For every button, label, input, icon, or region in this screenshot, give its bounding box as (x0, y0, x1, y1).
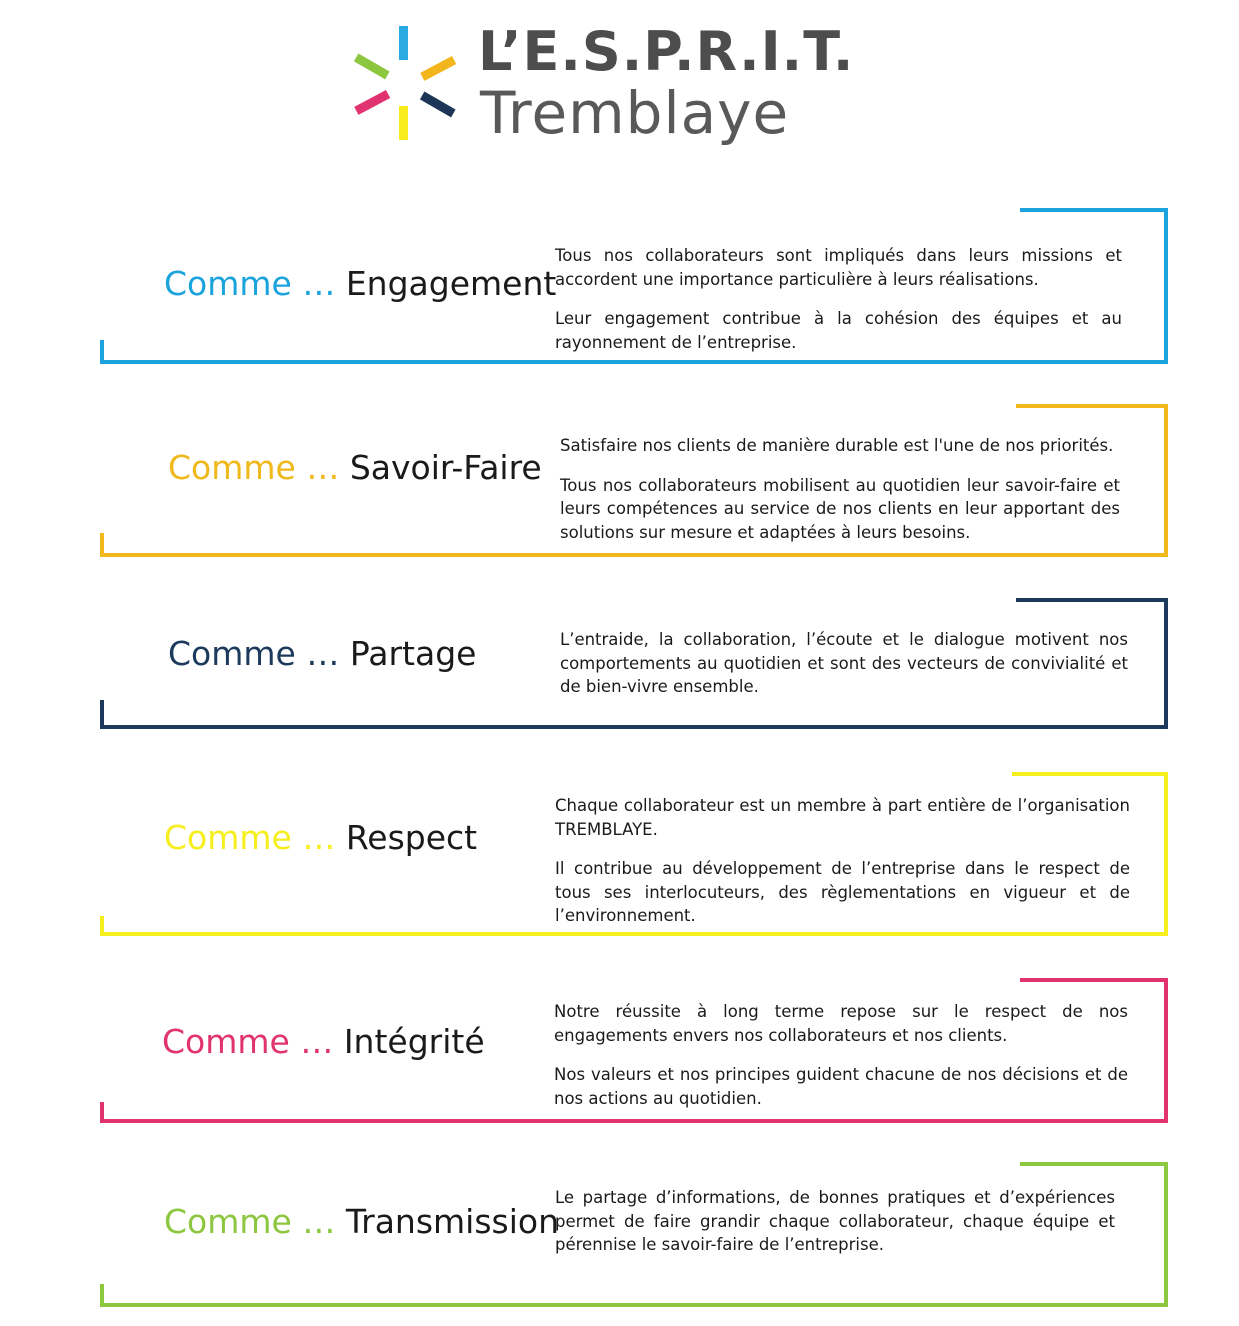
value-word: Respect (345, 818, 478, 857)
description-paragraph: Tous nos collaborateurs mobilisent au quotidien leur savoir-faire et leurs compétences au service de nos clients en leur apportant des solutions sur mesure et adaptées à leurs besoins. (560, 475, 1120, 542)
comme-label: Comme … (168, 448, 340, 487)
description-paragraph: Notre réussite à long terme repose sur le respect de nos engagements envers nos collaborateurs et nos clients. (554, 1002, 1128, 1045)
letter-e: E (68, 202, 157, 365)
logo-title: L’E.S.P.R.I.T. (478, 20, 855, 83)
section-description (555, 244, 1122, 354)
comme-label: Comme … (164, 818, 336, 857)
section-description (554, 1000, 1128, 1110)
description-paragraph: Chaque collaborateur est un membre à part entière de l’organisation TREMBLAYE. (555, 796, 1130, 839)
description-paragraph: L’entraide, la collaboration, l’écoute et le dialogue motivent nos comportements au quotidien et sont des vecteurs de convivialité et de bien-vivre ensemble. (560, 630, 1128, 696)
letter-i: I (72, 956, 114, 1119)
value-word: Intégrité (343, 1022, 485, 1061)
description-paragraph: Leur engagement contribue à la cohésion des équipes et au rayonnement de l’entreprise. (555, 309, 1122, 352)
section-description (555, 794, 1130, 928)
section-heading (168, 634, 476, 674)
value-word: Transmission (345, 1202, 560, 1241)
comme-label: Comme … (164, 264, 336, 303)
star-burst-icon (340, 14, 460, 154)
section-respect (0, 752, 1239, 938)
section-heading (164, 1202, 559, 1242)
comme-label: Comme … (164, 1202, 336, 1241)
comme-label: Comme … (168, 634, 340, 673)
letter-r: R (66, 752, 164, 915)
section-transmission (0, 1140, 1239, 1310)
section-heading (168, 448, 542, 488)
section-description (560, 434, 1120, 544)
section-heading (164, 264, 556, 304)
section-heading (162, 1022, 485, 1062)
letter-p: P (70, 570, 155, 733)
value-word: Partage (349, 634, 477, 673)
description-paragraph: Tous nos collaborateurs sont impliqués dans leurs missions et accordent une importance particulière à leurs réalisations. (555, 246, 1122, 289)
description-paragraph: Nos valeurs et nos principes guident chacune de nos décisions et de nos actions au quotidien. (554, 1065, 1128, 1108)
section-integrite (0, 956, 1239, 1126)
value-word: Savoir-Faire (349, 448, 542, 487)
description-paragraph: Le partage d’informations, de bonnes pratiques et d’expériences permet de faire grandir chaque collaborateur, chaque équipe et pérennise le savoir-faire de l’entreprise. (555, 1188, 1115, 1254)
logo-subtitle: Tremblaye (480, 79, 790, 147)
section-partage (0, 570, 1239, 733)
section-heading (164, 818, 477, 858)
section-description (560, 628, 1128, 699)
description-paragraph: Il contribue au développement de l’entreprise dans le respect de tous ses interlocuteurs, des règlementations en vigueur et de l’environnement. (555, 859, 1130, 925)
section-description (555, 1186, 1115, 1257)
section-engagement (0, 202, 1239, 368)
letter-t: T (64, 1140, 150, 1303)
letter-s: S (68, 390, 157, 553)
description-paragraph: Satisfaire nos clients de manière durable est l'une de nos priorités. (560, 436, 1114, 455)
section-savoir-faire (0, 390, 1239, 560)
comme-label: Comme … (162, 1022, 334, 1061)
value-word: Engagement (345, 264, 557, 303)
logo (340, 14, 855, 154)
